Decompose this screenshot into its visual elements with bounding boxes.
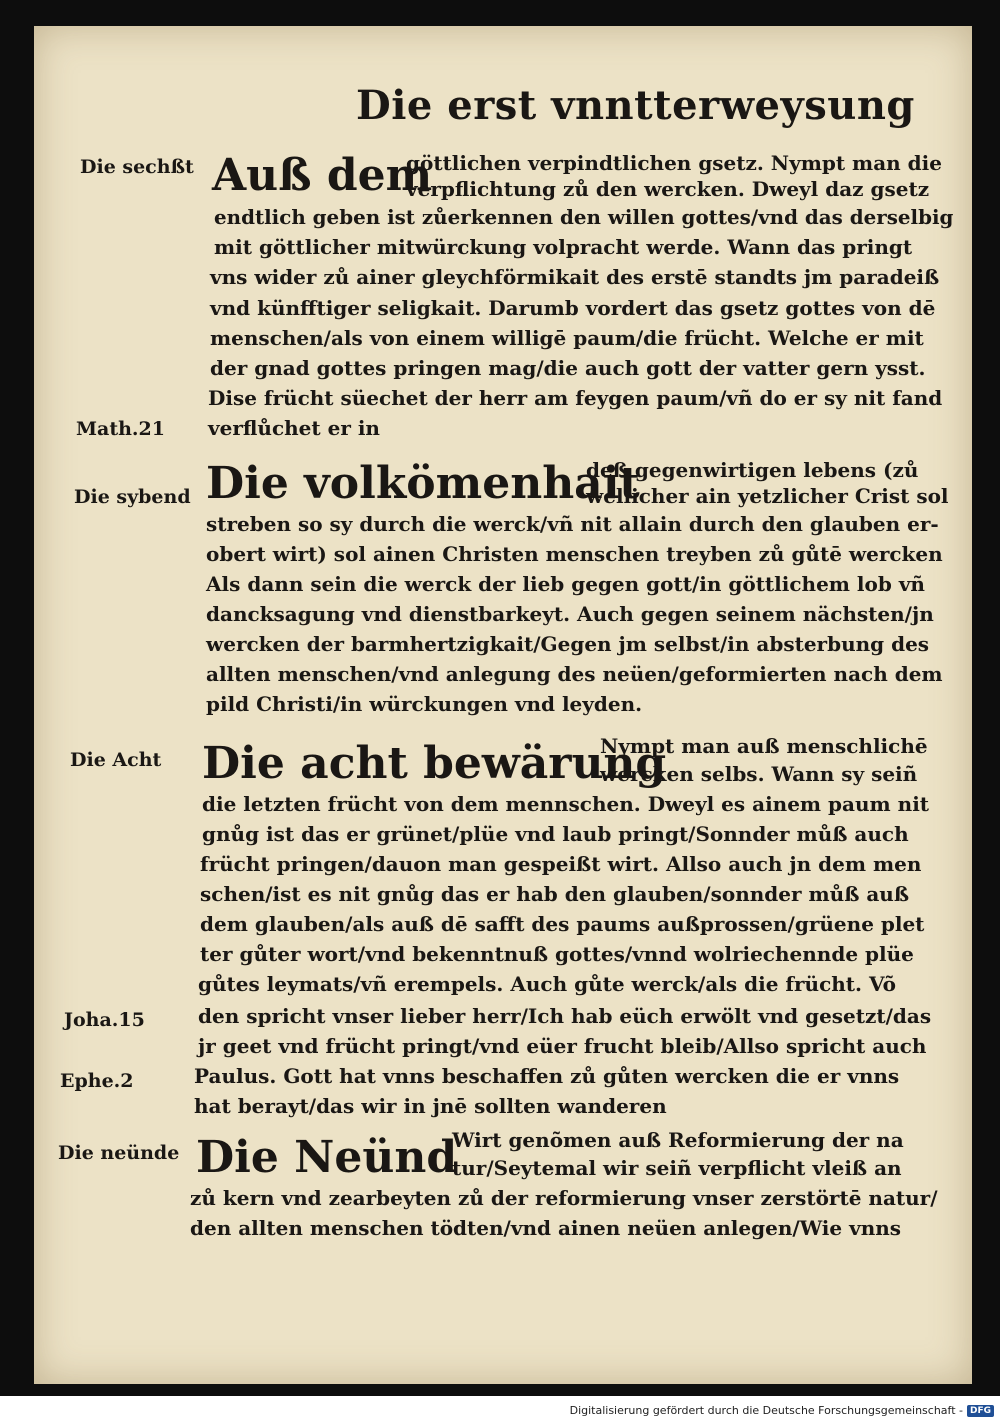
margin-note: Math.21 [76,418,165,440]
text-line: obert wirt) sol ainen Christen menschen treyben zů gůtē wercken [206,542,943,566]
text-line: mit göttlicher mitwürckung volpracht werde. Wann das pringt [214,235,913,259]
text-line: den spricht vnser lieber herr/Ich hab eüch erwölt vnd gesetzt/das [198,1004,932,1028]
text-line: zů kern vnd zearbeyten zů der reformierung vnser zerstörtē natur/ [190,1186,938,1210]
text-line: verflůchet er in [208,416,380,440]
digitization-footer [570,1404,994,1417]
text-line: jr geet vnd frücht pringt/vnd eüer frucht bleib/Allso spricht auch [198,1034,927,1058]
text-line: streben so sy durch die werck/vñ nit allain durch den glauben er- [206,512,939,536]
text-line: Paulus. Gott hat vnns beschaffen zů gůten wercken die er vnns [194,1064,900,1088]
text-line: verpflichtung zů den wercken. Dweyl daz gsetz [406,177,930,201]
text-line: vnd künfftiger seligkait. Darumb vordert das gsetz gottes von dē [210,296,936,320]
text-line: tur/Seytemal wir seiñ verpflicht vleiß an [452,1156,902,1180]
text-line: hat berayt/das wir in jnē sollten wanderen [194,1094,667,1118]
text-line: gůtes leymats/vñ erempels. Auch gůte werck/als die frücht. Võ [198,972,896,996]
section-heading: Die Neünd [196,1132,458,1183]
text-line: wellicher ain yetzlicher Crist sol [586,484,949,508]
footer-text: Digitalisierung gefördert durch die Deutsche Forschungsgemeinschaft - [569,1404,963,1417]
text-line: endtlich geben ist zůerkennen den willen gottes/vnd das derselbig [214,205,954,229]
text-line: die letzten frücht von dem mennschen. Dweyl es ainem paum nit [202,792,930,816]
text-line: wercken selbs. Wann sy seiñ [600,762,918,786]
margin-note: Joha.15 [64,1009,145,1031]
text-line: wercken der barmhertzigkait/Gegen jm selbst/in absterbung des [206,632,930,656]
text-line: dancksagung vnd dienstbarkeyt. Auch gegen seinem nächsten/jn [206,602,934,626]
section-heading: Die volkömenhait [206,458,640,509]
margin-note: Ephe.2 [60,1070,134,1092]
text-line: Nympt man auß menschlichē [600,734,928,758]
text-line: dem glauben/als auß dē safft des paums außprossen/grüene plet [200,912,925,936]
section-heading: Die acht bewärung [202,738,667,789]
text-line: Wirt genõmen auß Reformierung der na [452,1128,904,1152]
margin-note: Die sybend [74,486,191,508]
running-title: Die erst vnntterweysung [356,82,915,129]
text-line: pild Christi/in würckungen vnd leyden. [206,692,643,716]
text-line: göttlichen verpindtlichen gsetz. Nympt man die [406,151,942,175]
text-line: Dise frücht süechet der herr am feygen paum/vñ do er sy nit fand [208,386,943,410]
margin-note: Die neünde [58,1142,180,1164]
text-line: den allten menschen tödten/vnd ainen neüen anlegen/Wie vnns [190,1216,902,1240]
text-line: gnůg ist das er grünet/plüe vnd laub pringt/Sonnder můß auch [202,822,909,846]
text-line: Als dann sein die werck der lieb gegen gott/in göttlichem lob vñ [206,572,925,596]
book-page [34,26,972,1384]
margin-note: Die Acht [70,749,162,771]
section-heading: Auß dem [212,150,433,201]
text-line: schen/ist es nit gnůg das er hab den glauben/sonnder můß auß [200,882,910,906]
margin-note: Die sechßt [80,156,194,178]
text-line: frücht pringen/dauon man gespeißt wirt. Allso auch jn dem men [200,852,922,876]
text-line: menschen/als von einem willigē paum/die frücht. Welche er mit [210,326,924,350]
text-line: vns wider zů ainer gleychförmikait des erstē standts jm paradeiß [210,265,940,289]
text-line: deß gegenwirtigen lebens (zů [586,458,919,482]
text-line: ter gůter wort/vnd bekenntnuß gottes/vnnd wolriechennde plüe [200,942,914,966]
text-line: der gnad gottes pringen mag/die auch gott der vatter gern ysst. [210,356,926,380]
dfg-logo: DFG [967,1405,994,1417]
text-line: allten menschen/vnd anlegung des neüen/geformierten nach dem [206,662,943,686]
